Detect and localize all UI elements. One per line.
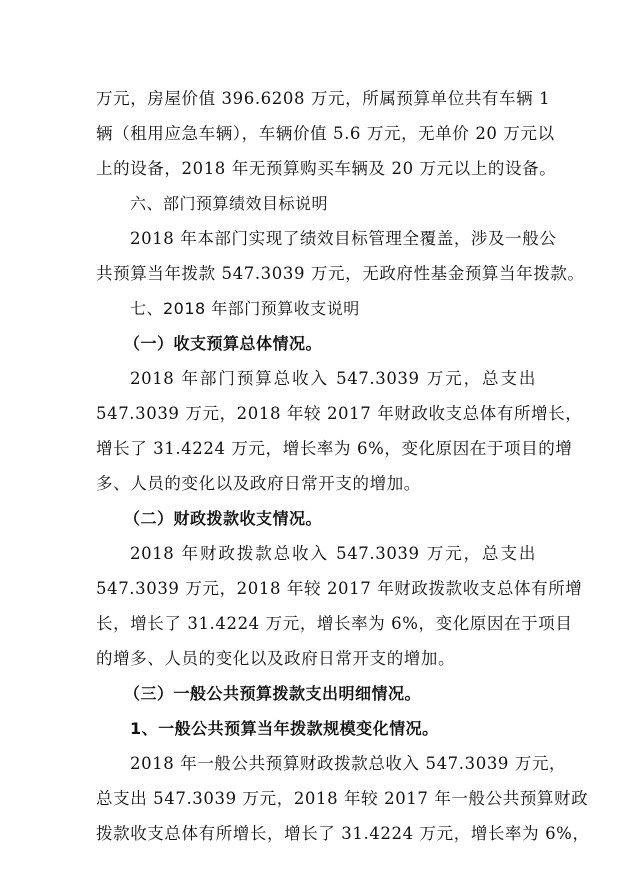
section-heading: 七、2018 年部门预算收支说明 (130, 299, 360, 318)
text-line: 547.3039 万元，2018 年较 2017 年财政拨款收支总体有所增 (96, 579, 583, 598)
text-line: 上的设备，2018 年无预算购买车辆及 20 万元以上的设备。 (96, 159, 557, 178)
section-heading: 六、部门预算绩效目标说明 (130, 194, 329, 213)
text-line: 辆（租用应急车辆），车辆价值 5.6 万元，无单价 20 万元以 (96, 124, 555, 143)
text-line: 多、人员的变化以及政府日常开支的增加。 (96, 474, 421, 493)
text-line: 共预算当年拨款 547.3039 万元，无政府性基金预算当年拨款。 (96, 264, 585, 283)
text-line: 的增多、人员的变化以及政府日常开支的增加。 (96, 649, 456, 668)
subsection-heading: （二）财政拨款收支情况。 (124, 509, 323, 528)
text-line: 增长了 31.4224 万元，增长率为 6%，变化原因在于项目的增 (96, 439, 573, 458)
text-line: 总支出 547.3039 万元，2018 年较 2017 年一般公共预算财政 (96, 789, 589, 808)
text-line: 万元，房屋价值 396.6208 万元，所属预算单位共有车辆 1 (96, 89, 551, 108)
text-line: 547.3039 万元，2018 年较 2017 年财政收支总体有所增长， (96, 404, 583, 423)
text-line: 2018 年财政拨款总收入 547.3039 万元，总支出 (130, 544, 536, 563)
subsection-heading: （一）收支预算总体情况。 (124, 334, 323, 353)
subsection-heading: 1、一般公共预算当年拨款规模变化情况。 (130, 719, 439, 738)
text-line: 2018 年本部门实现了绩效目标管理全覆盖，涉及一般公 (130, 229, 557, 248)
text-line: 2018 年部门预算总收入 547.3039 万元，总支出 (130, 369, 536, 388)
text-line: 2018 年一般公共预算财政拨款总收入 547.3039 万元， (130, 754, 567, 773)
text-line: 拨款收支总体有所增长，增长了 31.4224 万元，增长率为 6%， (96, 824, 590, 843)
subsection-heading: （三）一般公共预算拨款支出明细情况。 (124, 684, 422, 703)
text-line: 长，增长了 31.4224 万元，增长率为 6%，变化原因在于项目 (96, 614, 573, 633)
